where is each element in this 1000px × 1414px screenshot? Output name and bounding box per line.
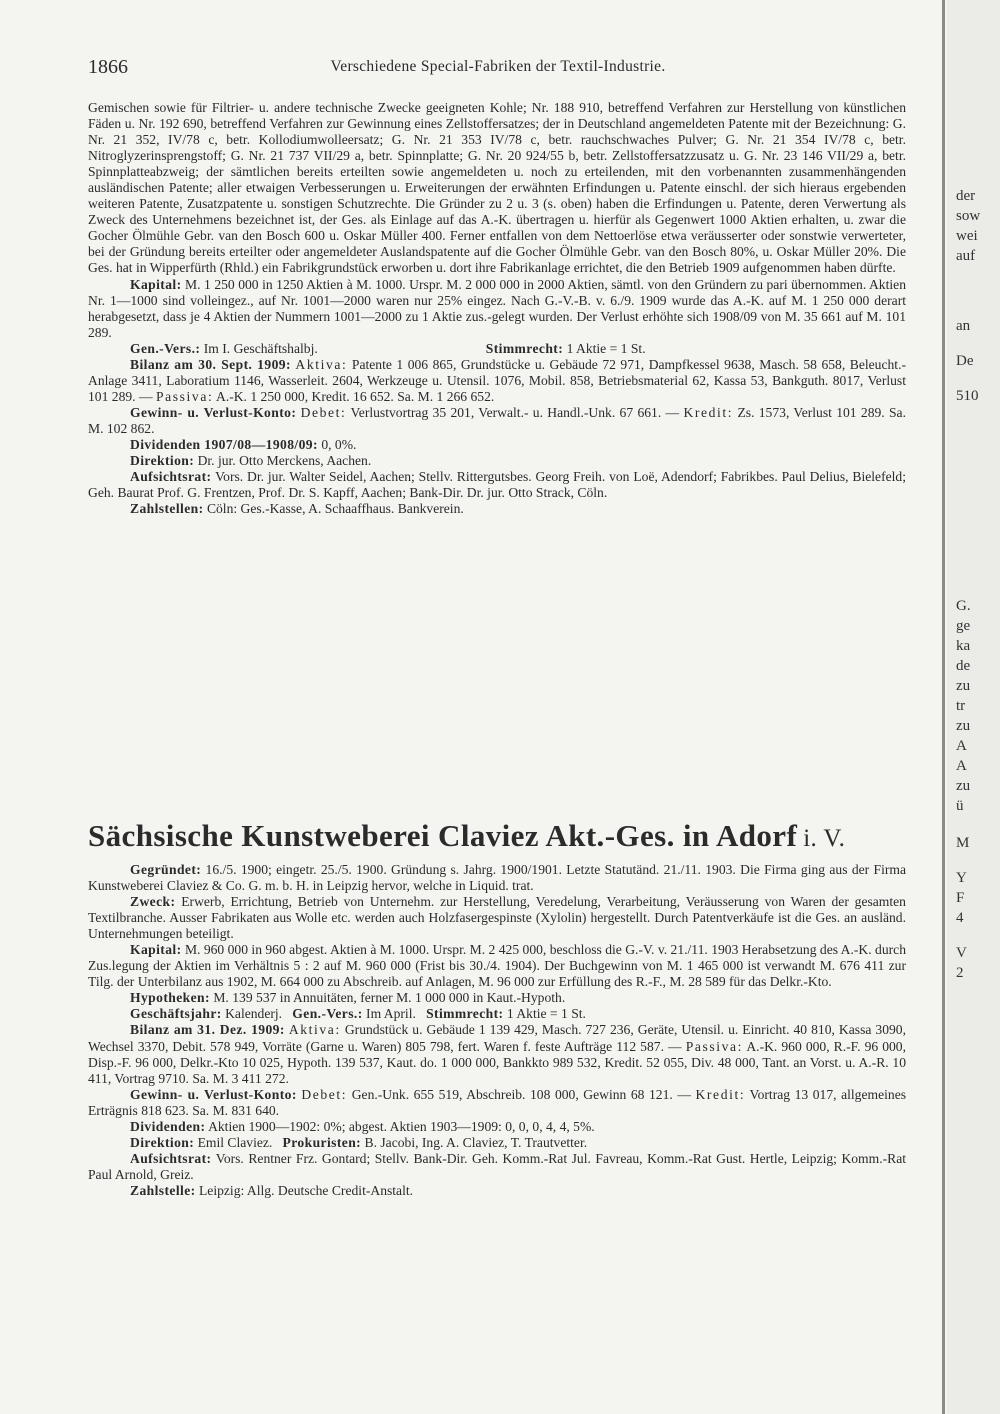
zweck-paragraph (88, 894, 906, 942)
kapital-label: Kapital: (130, 276, 182, 292)
genvers-text: Im I. Geschäftshalbj. (203, 340, 318, 356)
guv2-kredit-text: Vortrag 13 017, allgemeines Erträgnis 818 623. Sa. M. 831 640. (88, 1086, 907, 1118)
company-entry (88, 862, 906, 1199)
margin-fragment: zu (956, 678, 971, 694)
margin-fragment: sow (956, 208, 981, 224)
margin-fragment: ka (956, 638, 971, 654)
guv2-label: Gewinn- u. Verlust-Konto: (130, 1086, 297, 1102)
dividenden2-label: Dividenden: (130, 1118, 206, 1134)
page-gutter-line (942, 0, 945, 1414)
aufsichtsrat-text: Vors. Dr. jur. Walter Seidel, Aachen; Stellv. Rittergutsbes. Georg Freih. von Loë, Adendorf; Fabrikbes. Paul Delius, Bielefeld; Geh. Baurat Prof. G. Frentzen, Prof. Dr. S. Kapff, Aachen; Bank-Dir. Dr. jur. Otto Strack, Cöln. (88, 469, 906, 501)
aufsichtsrat-paragraph (88, 469, 906, 501)
margin-fragment: A (956, 738, 967, 754)
margin-fragment: 510 (956, 388, 979, 404)
zahlstellen-paragraph (88, 501, 906, 517)
geschaeftsjahr-text: Kalenderj. (225, 1006, 283, 1022)
guv-debet-label: Debet: (300, 404, 347, 420)
bilanz-aktiva-label: Aktiva: (295, 356, 348, 372)
prokuristen-label: Prokuristen: (282, 1134, 362, 1150)
bilanz2-paragraph (88, 1022, 906, 1086)
page-number: 1866 (88, 56, 128, 78)
hypotheken-paragraph (88, 990, 906, 1006)
dividenden-label: Dividenden 1907/08—1908/09: (130, 436, 318, 452)
zahlstelle-paragraph (88, 1183, 906, 1199)
zahlstelle-label: Zahlstelle: (130, 1182, 196, 1198)
genvers2-text: Im April. (366, 1006, 416, 1022)
aufsichtsrat2-paragraph (88, 1151, 906, 1183)
margin-fragment: der (956, 188, 976, 204)
running-title: Verschiedene Special-Fabriken der Textil-Industrie. (330, 58, 666, 75)
bilanz2-aktiva-text: Grundstück u. Gebäude 1 139 429, Masch. 727 236, Geräte, Utensil. u. Einricht. 40 810, Kassa 3090, Wechsel 3370, Debit. 578 949, Vorräte (Garne u. Waren) 805 798, fert. Waren f. feste Aufträge 112 587. — (88, 1022, 906, 1054)
facing-page-fragments (950, 0, 1000, 1414)
bilanz-passiva-label: Passiva: (155, 388, 214, 404)
bilanz-label: Bilanz am 30. Sept. 1909: (130, 356, 291, 372)
company-heading (88, 818, 908, 854)
margin-fragment: A (956, 758, 967, 774)
zahlstellen-text: Cöln: Ges.-Kasse, A. Schaaffhaus. Bankverein. (206, 501, 464, 517)
kapital2-paragraph (88, 942, 906, 990)
bilanz-passiva-text: A.-K. 1 250 000, Kredit. 16 652. Sa. M. 1 266 652. (216, 388, 495, 404)
gegruendet-paragraph (88, 862, 906, 894)
aufsichtsrat2-label: Aufsichtsrat: (130, 1150, 212, 1166)
direktion-label: Direktion: (130, 453, 195, 469)
aufsichtsrat2-text: Vors. Rentner Frz. Gontard; Stellv. Bank-Dir. Geh. Komm.-Rat Jul. Favreau, Komm.-Rat Gust. Hertle, Leipzig; Komm.-Rat Paul Arnold, Greiz. (88, 1150, 907, 1182)
kapital-paragraph (88, 277, 906, 341)
gegruendet-text: 16./5. 1900; eingetr. 25./5. 1900. Gründung s. Jahrg. 1900/1901. Letzte Statutänd. 21./11. 1903. Die Firma ging aus der Firma Kunstweberei Claviez & Co. G. m. b. H. in Leipzig hervor, welche in Liquid. trat. (88, 862, 906, 894)
direktion-text: Dr. jur. Otto Merckens, Aachen. (197, 453, 372, 469)
margin-fragment: zu (956, 778, 971, 794)
kapital2-text: M. 960 000 in 960 abgest. Aktien à M. 1000. Urspr. M. 2 425 000, beschloss die G.-V. v. 21./11. 1903 Herabsetzung des A.-K. durch Zus.legung der Aktien im Verhältnis 5 : 2 auf M. 960 000 (Frist bis 30./4. 1904). Der Buchgewinn von M. 1 465 000 ist verwandt M. 676 411 zur Tilg. der Unterbilanz aus 1902, M. 664 000 zu Abschreib. auf Anlagen, M. 96 000 zur Erfüllung des R.-F., M. 28 589 für das Delkr.-Kto. (88, 942, 906, 990)
kapital2-label: Kapital: (130, 942, 182, 958)
zahlstelle-text: Leipzig: Allg. Deutsche Credit-Anstalt. (198, 1182, 414, 1198)
guv2-kredit-label: Kredit: (695, 1086, 746, 1102)
margin-fragment: zu (956, 718, 971, 734)
entry-continuation (88, 100, 906, 517)
direktion-paragraph (88, 453, 906, 469)
bilanz2-passiva-text: A.-K. 960 000, R.-F. 96 000, Disp.-F. 96 000, Delkr.-Kto 10 025, Hypoth. 139 537, Kaut. do. 1 000 000, Bankkto 989 532, Kredit. 52 055, Div. 48 000, Tant. an Vorst. u. A.-R. 10 411, Vortrag 9710. Sa. M. 3 411 272. (88, 1038, 907, 1086)
page-header (88, 56, 908, 82)
company-name: Sächsische Kunstweberei Claviez Akt.-Ges. in Adorf (88, 818, 798, 853)
stimmrecht2-label: Stimmrecht: (426, 1006, 504, 1022)
margin-fragment: V (956, 945, 967, 961)
intro-paragraph: Gemischen sowie für Filtrier- u. andere technische Zwecke geeigneten Kohle; Nr. 188 910, betreffend Verfahren zur Herstellung von künstlichen Fäden u. Nr. 192 690, betreffend Verfahren zur Gewinnung eines Zellstoffersatzes; der in Deutschland angemeldeten Patente mit der Bezeichnung: G. Nr. 21 352, IV/78 c, betr. Kollodiumwolleersatz; G. Nr. 21 353 IV/78 c, betr. rauchschwaches Pulver; G. Nr. 21 354 IV/78 c, betr. Nitroglyzerinsprengstoff; G. Nr. 21 737 VII/29 a, betr. Spinnplatte; G. Nr. 20 924/55 b, betr. Zellstoffersatzzusatz u. G. Nr. 23 146 VII/29 a, betr. Spinnplatteabzweig; der sämtlichen bereits erteilten sowie angemeldeten u. noch zu erteilenden, mit den vorbenannten zusammenhängenden ausländischen Patente; aller etwaigen Verbesserungen u. Erweiterungen der erwähnten Erfindungen u. Patente einschl. der sich hieraus ergebenden weiteren Patente, Zusatzpatente u. sonstigen Schutzrechte. Die Gründer zu 2 u. 3 (s. oben) haben die Erfindungen u. Patente, deren Verwertung als Zweck des Unternehmens bezeichnet ist, der Ges. als Einlage auf das A.-K. übertragen u. hierfür als Gegenwert 1000 Aktien erhalten, u. zwar die Gocher Ölmühle Gebr. van den Bosch 600 u. Oskar Müller 400. Ferner entfallen von dem Nettoerlöse etwa veräusserter oder sonstwie verwerteter, bei der Gründung bereits erteilter oder angemeldeter Auslandspatente auf die Gocher Ölmühle Gebr. van den Bosch 80%, u. Oskar Müller 20%. Die Ges. hat in Wipperfürth (Rhld.) ein Fabrikgrundstück erworben u. dort ihre Fabrikanlage errichtet, die den Betrieb 1909 aufgenommen haben dürfte. (88, 100, 906, 276)
kapital-text: M. 1 250 000 in 1250 Aktien à M. 1000. Urspr. M. 2 000 000 in 2000 Aktien, sämtl. von den Gründern zu pari übernommen. Aktien Nr. 1—1000 sind volleingez., auf Nr. 1001—2000 waren nur 25% eingez. Nach G.-V.-B. v. 6./9. 1909 wurde das A.-K. auf M. 1 250 000 derart herabgesetzt, dass je 4 Aktien der Nummern 1001—2000 zu 1 Aktie zus.-gelegt wurden. Der Verlust erhöhte sich 1908/09 von M. 35 661 auf M. 101 289. (88, 276, 906, 340)
bilanz2-aktiva-label: Aktiva: (288, 1022, 341, 1038)
margin-fragment: 2 (956, 965, 964, 981)
guv-kredit-text: Zs. 1573, Verlust 101 289. Sa. M. 102 862. (88, 404, 906, 436)
company-suffix: i. V. (803, 825, 846, 852)
guv2-paragraph (88, 1087, 906, 1119)
zahlstellen-label: Zahlstellen: (130, 501, 204, 517)
genvers-label: Gen.-Vers.: (130, 340, 201, 356)
stimmrecht-label: Stimmrecht: (485, 340, 564, 356)
dividenden2-paragraph (88, 1119, 906, 1135)
margin-fragment: Y (956, 870, 967, 886)
geschaeftsjahr-paragraph (88, 1006, 906, 1022)
margin-fragment: ge (956, 618, 971, 634)
margin-fragment: De (956, 353, 974, 369)
guv-paragraph (88, 405, 906, 437)
dividenden-text: 0, 0%. (321, 436, 357, 452)
hypotheken-text: M. 139 537 in Annuitäten, ferner M. 1 000 000 in Kaut.-Hypoth. (213, 990, 566, 1006)
genvers2-label: Gen.-Vers.: (292, 1006, 363, 1022)
hypotheken-label: Hypotheken: (130, 990, 210, 1006)
margin-fragment: F (956, 890, 965, 906)
genvers-paragraph (88, 341, 906, 357)
direktion2-label: Direktion: (130, 1134, 195, 1150)
bilanz2-passiva-label: Passiva: (685, 1038, 744, 1054)
geschaeftsjahr-label: Geschäftsjahr: (130, 1006, 222, 1022)
margin-fragment: auf (956, 248, 976, 264)
guv-kredit-label: Kredit: (683, 404, 734, 420)
guv2-debet-label: Debet: (301, 1086, 348, 1102)
stimmrecht-text: 1 Aktie = 1 St. (566, 340, 646, 356)
direktion2-text: Emil Claviez. (197, 1134, 273, 1150)
margin-fragment: de (956, 658, 971, 674)
guv-debet-text: Verlustvortrag 35 201, Verwalt.- u. Handl.-Unk. 67 661. — (350, 404, 680, 420)
bilanz-aktiva-text: Patente 1 006 865, Grundstücke u. Gebäude 72 971, Dampfkessel 9638, Masch. 58 658, Beleucht.-Anlage 3411, Laboratium 1146, Wasserleit. 2604, Werkzeuge u. Utensil. 1076, Mobil. 858, Betriebsmaterial 62, Kassa 53, Bankguth. 8017, Verlust 101 289. — (88, 356, 906, 404)
margin-fragment: G. (956, 598, 971, 614)
guv2-debet-text: Gen.-Unk. 655 519, Abschreib. 108 000, Gewinn 68 121. — (351, 1086, 691, 1102)
margin-fragment: ü (956, 798, 964, 814)
direktion2-paragraph (88, 1135, 906, 1151)
margin-fragment: 4 (956, 910, 964, 926)
bilanz2-label: Bilanz am 31. Dez. 1909: (130, 1022, 285, 1038)
stimmrecht2-text: 1 Aktie = 1 St. (506, 1006, 586, 1022)
aufsichtsrat-label: Aufsichtsrat: (130, 469, 212, 485)
zweck-text: Erwerb, Errichtung, Betrieb von Unternehm. zur Herstellung, Veredelung, Verarbeitung, Veräusserung von Waren der gesamten Textilbranche. Ausser Fabrikaten aus Wolle etc. werden auch Holzfasergespinste (Xylolin) hergestellt. Durch Patentverkäufe ist die Ges. an ausländ. Unternehmungen beteiligt. (88, 894, 906, 942)
dividenden2-text: Aktien 1900—1902: 0%; abgest. Aktien 1903—1909: 0, 0, 0, 4, 4, 5%. (208, 1118, 595, 1134)
margin-fragment: wei (956, 228, 978, 244)
margin-fragment: tr (956, 698, 966, 714)
margin-fragment: M (956, 835, 970, 851)
gegruendet-label: Gegründet: (130, 862, 202, 877)
margin-fragment: an (956, 318, 971, 334)
dividenden-paragraph (88, 437, 906, 453)
prokuristen-text: B. Jacobi, Ing. A. Claviez, T. Trautvetter. (364, 1134, 588, 1150)
bilanz-paragraph (88, 357, 906, 405)
zweck-label: Zweck: (130, 894, 176, 910)
guv-label: Gewinn- u. Verlust-Konto: (130, 404, 297, 420)
